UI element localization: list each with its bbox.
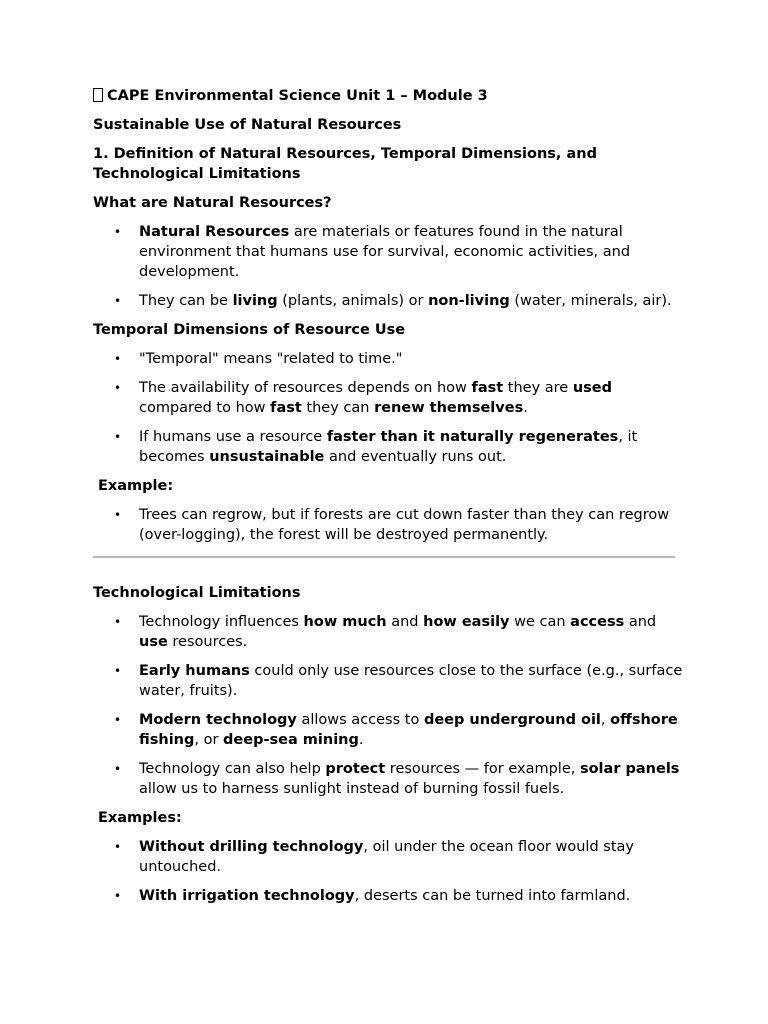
text: and [624, 614, 657, 630]
section-divider [93, 556, 675, 558]
example-list [93, 505, 683, 545]
technological-limitations-heading: Technological Limitations [93, 585, 301, 601]
text: compared to how [139, 400, 271, 416]
document-title-text: CAPE Environmental Science Unit 1 – Module 3 [107, 88, 488, 104]
bullet-icon: • [114, 615, 122, 629]
examples-label: Examples: [98, 810, 182, 826]
text: "Temporal" means "related to time." [139, 351, 403, 367]
text: (water, minerals, air). [509, 293, 672, 309]
natural-resources-list [93, 222, 683, 311]
text: Trees can regrow, but if forests are cut down faster than they can regrow (over-logging), the forest will be destroyed permanently. [139, 507, 670, 543]
bold-text: offshore fishing [139, 712, 678, 748]
text: (plants, animals) or [277, 293, 429, 309]
bold-text: access [570, 614, 625, 630]
bullet-icon: • [114, 762, 122, 776]
missing-glyph-icon [93, 88, 103, 102]
text: they are [503, 380, 573, 396]
bold-text: fast [270, 400, 302, 416]
bullet-icon: • [114, 225, 122, 239]
section-1-heading: 1. Definition of Natural Resources, Temporal Dimensions, and Technological Limitations [93, 146, 597, 182]
text: could only use resources close to the surface (e.g., surface water, fruits). [139, 663, 683, 699]
bold-text: solar panels [579, 761, 680, 777]
bold-text: deep-sea mining [223, 732, 359, 748]
text: , deserts can be turned into farmland. [354, 888, 631, 904]
text: , [600, 712, 611, 728]
text: . [358, 732, 364, 748]
bold-text: non-living [428, 293, 510, 309]
text: resources. [167, 634, 248, 650]
list-item [93, 291, 683, 311]
technology-list [93, 612, 683, 799]
temporal-list [93, 349, 683, 467]
list-item [93, 710, 683, 750]
text: , it becomes [139, 429, 638, 465]
bold-text: Modern technology [139, 712, 297, 728]
bold-text: used [572, 380, 612, 396]
text: resources — for example, [385, 761, 580, 777]
list-item [93, 612, 683, 652]
text: Technology can also help [139, 761, 326, 777]
text: They can be [139, 293, 233, 309]
bold-text: how much [303, 614, 387, 630]
text: allows access to [296, 712, 424, 728]
text: The availability of resources depends on how [139, 380, 472, 396]
bullet-icon: • [114, 508, 122, 522]
bullet-icon: • [114, 381, 122, 395]
text: and eventually runs out. [324, 449, 507, 465]
list-item [93, 661, 683, 701]
bullet-icon: • [114, 840, 122, 854]
bold-text: use [139, 634, 168, 650]
document-title [93, 86, 683, 106]
bold-text: Early humans [139, 663, 250, 679]
bold-text: Natural Resources [139, 224, 290, 240]
bold-text: renew themselves [374, 400, 524, 416]
list-item [93, 837, 683, 877]
module-subtitle: Sustainable Use of Natural Resources [93, 117, 402, 133]
text: , or [194, 732, 224, 748]
list-item [93, 222, 683, 282]
bullet-icon: • [114, 664, 122, 678]
bullet-icon: • [114, 713, 122, 727]
bold-text: deep underground oil [423, 712, 601, 728]
examples-list [93, 837, 683, 906]
bold-text: unsustainable [209, 449, 325, 465]
document-body [93, 86, 683, 915]
list-item [93, 886, 683, 906]
temporal-dimensions-heading: Temporal Dimensions of Resource Use [93, 322, 406, 338]
text: and [386, 614, 424, 630]
example-label: Example: [98, 478, 174, 494]
bullet-icon: • [114, 352, 122, 366]
list-item [93, 505, 683, 545]
text: Technology influences [139, 614, 304, 630]
bold-text: fast [471, 380, 504, 396]
bold-text: faster than it naturally regenerates [326, 429, 619, 445]
text: are materials or features found in the natural environment that humans use for survival, economic activities, and development. [139, 224, 631, 280]
bold-text: With irrigation technology [139, 888, 355, 904]
text: . [523, 400, 528, 416]
text: , oil under the ocean floor would stay untouched. [139, 839, 634, 875]
list-item [93, 759, 683, 799]
text: they can [301, 400, 375, 416]
text: If humans use a resource [139, 429, 327, 445]
bold-text: living [232, 293, 278, 309]
list-item [93, 349, 683, 369]
bullet-icon: • [114, 294, 122, 308]
bullet-icon: • [114, 889, 122, 903]
bullet-icon: • [114, 430, 122, 444]
list-item [93, 378, 683, 418]
bold-text: protect [325, 761, 386, 777]
bold-text: Without drilling technology [139, 839, 364, 855]
list-item [93, 427, 683, 467]
text: allow us to harness sunlight instead of burning fossil fuels. [139, 781, 565, 797]
natural-resources-question: What are Natural Resources? [93, 195, 332, 211]
bold-text: how easily [423, 614, 510, 630]
text: we can [509, 614, 571, 630]
